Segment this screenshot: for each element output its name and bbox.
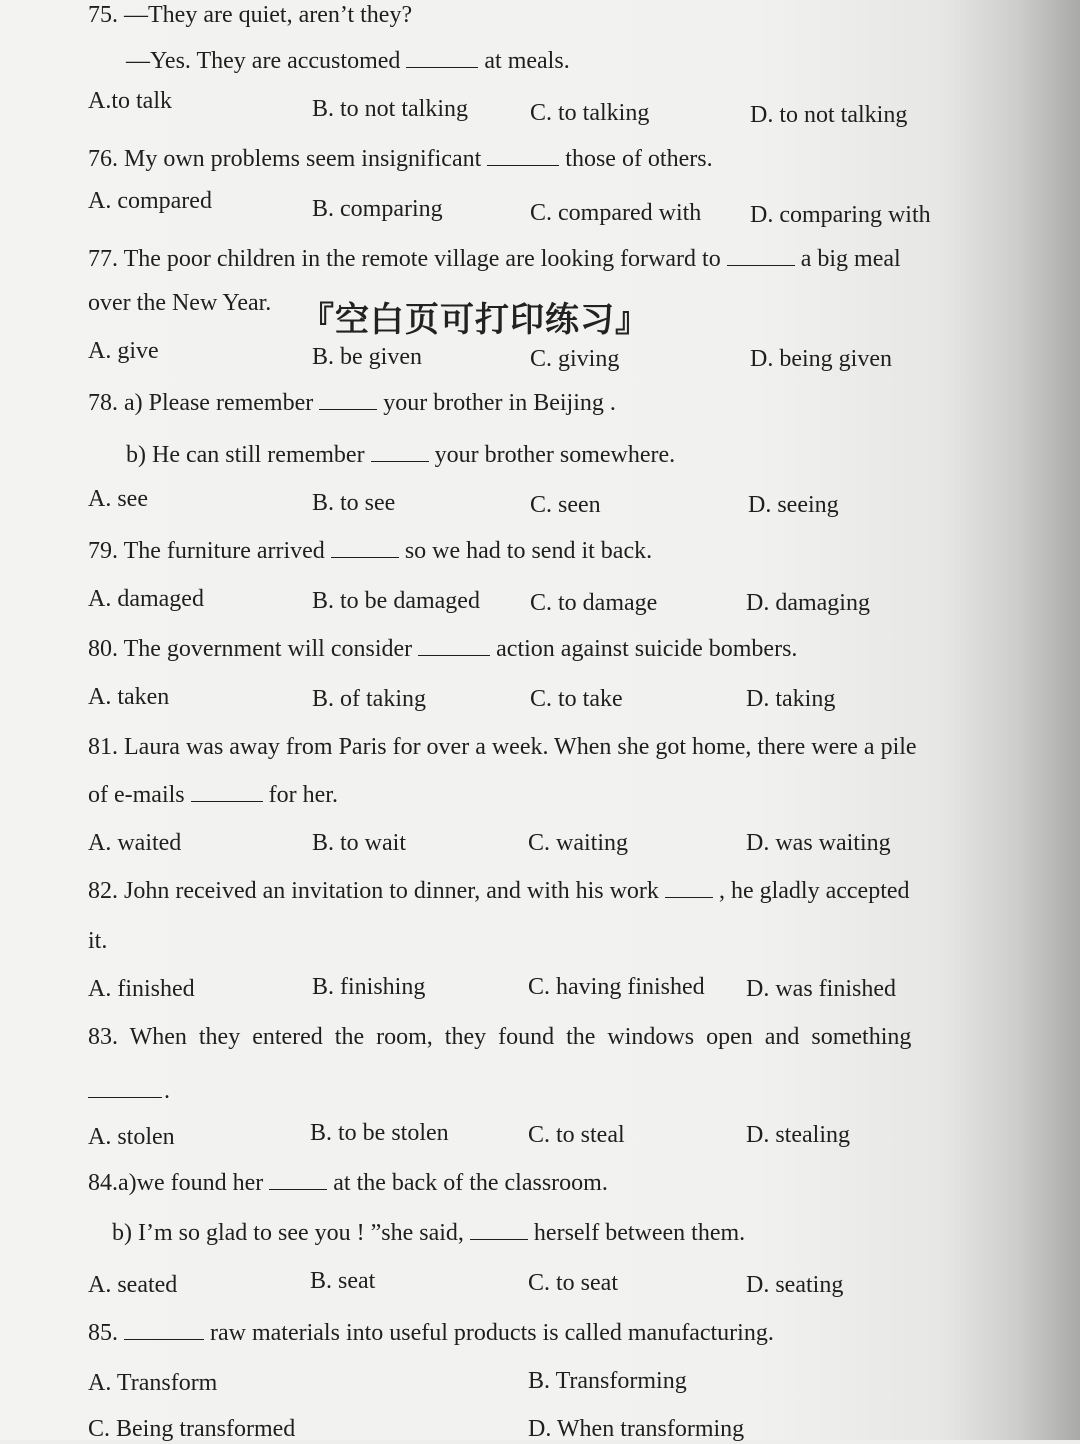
answer-blank [487, 145, 559, 166]
q85-option-b: B. Transforming [528, 1368, 687, 1394]
q77-stem-line-2: over the New Year. [88, 290, 272, 316]
q78-stem-b: b) He can still remember your brother somewhere. [126, 442, 676, 468]
q80-option-c: C. to take [530, 686, 623, 712]
q78-option-c: C. seen [530, 492, 601, 518]
answer-blank [418, 635, 490, 656]
q82-option-a: A. finished [88, 976, 195, 1002]
answer-blank [406, 47, 478, 68]
q77-option-b: B. be given [312, 344, 422, 370]
q84-stem-a: 84.a)we found her at the back of the classroom. [88, 1170, 608, 1196]
answer-blank [470, 1219, 528, 1240]
q85-option-c: C. Being transformed [88, 1416, 296, 1442]
q77-stem-line-1: 77. The poor children in the remote village are looking forward to a big meal [88, 246, 901, 272]
q78-option-d: D. seeing [748, 492, 839, 518]
answer-blank [88, 1077, 162, 1098]
q78-option-a: A. see [88, 486, 148, 512]
q79-option-b: B. to be damaged [312, 588, 480, 614]
q76-option-a: A. compared [88, 188, 212, 214]
q83-option-d: D. stealing [746, 1122, 850, 1148]
q82-option-b: B. finishing [312, 974, 426, 1000]
q78-option-b: B. to see [312, 490, 396, 516]
q77-option-d: D. being given [750, 346, 892, 372]
q84-option-b: B. seat [310, 1268, 376, 1294]
q82-stem-line-2: it. [88, 928, 108, 954]
q84-option-a: A. seated [88, 1272, 178, 1298]
answer-blank [191, 781, 263, 802]
q83-option-a: A. stolen [88, 1124, 175, 1150]
q80-option-a: A. taken [88, 684, 170, 710]
q75-option-d: D. to not talking [750, 102, 908, 128]
q80-stem: 80. The government will consider action against suicide bombers. [88, 636, 798, 662]
q80-option-d: D. taking [746, 686, 836, 712]
q84-option-d: D. seating [746, 1272, 844, 1298]
q82-option-c: C. having finished [528, 974, 705, 1000]
q81-option-d: D. was waiting [746, 830, 891, 856]
q75-option-c: C. to talking [530, 100, 650, 126]
q79-option-a: A. damaged [88, 586, 204, 612]
q83-stem-line-1: 83. When they entered the room, they found the windows open and something [88, 1024, 912, 1050]
q82-stem-line-1: 82. John received an invitation to dinner, and with his work , he gladly accepted [88, 878, 910, 904]
q81-stem-line-2: of e-mails for her. [88, 782, 338, 808]
answer-blank [269, 1169, 327, 1190]
q75-option-b: B. to not talking [312, 96, 468, 122]
q84-option-c: C. to seat [528, 1270, 618, 1296]
q80-option-b: B. of taking [312, 686, 426, 712]
answer-blank [665, 877, 713, 898]
page-edge-shadow [940, 0, 1080, 1440]
q79-option-d: D. damaging [746, 590, 870, 616]
answer-blank [727, 245, 795, 266]
q81-stem-line-1: 81. Laura was away from Paris for over a week. When she got home, there were a pile [88, 734, 917, 760]
q77-option-c: C. giving [530, 346, 620, 372]
q82-option-d: D. was finished [746, 976, 896, 1002]
q76-option-c: C. compared with [530, 200, 702, 226]
answer-blank [371, 441, 429, 462]
q76-stem: 76. My own problems seem insignificant those of others. [88, 146, 713, 172]
q79-stem: 79. The furniture arrived so we had to send it back. [88, 538, 653, 564]
q75-option-a: A.to talk [88, 88, 172, 114]
q79-option-c: C. to damage [530, 590, 658, 616]
q83-stem-line-2: . [88, 1076, 170, 1106]
q81-option-b: B. to wait [312, 830, 406, 856]
answer-blank [331, 537, 399, 558]
q77-option-a: A. give [88, 338, 159, 364]
q81-option-c: C. waiting [528, 830, 628, 856]
q84-stem-b: b) I’m so glad to see you ! ”she said, herself between them. [112, 1220, 746, 1246]
q85-option-d: D. When transforming [528, 1416, 745, 1442]
q81-option-a: A. waited [88, 830, 182, 856]
q76-option-d: D. comparing with [750, 202, 931, 228]
answer-blank [124, 1319, 204, 1340]
q85-option-a: A. Transform [88, 1370, 218, 1396]
q83-option-c: C. to steal [528, 1122, 625, 1148]
q78-stem-a: 78. a) Please remember your brother in Beijing . [88, 390, 616, 416]
printable-practice-banner: 『空白页可打印练习』 [300, 300, 650, 340]
q75-stem-line-1: 75. —They are quiet, aren’t they? [88, 2, 413, 28]
answer-blank [319, 389, 377, 410]
q85-stem: 85. raw materials into useful products is called manufacturing. [88, 1320, 774, 1346]
q76-option-b: B. comparing [312, 196, 443, 222]
q75-stem-line-2: —Yes. They are accustomed at meals. [126, 48, 570, 74]
q83-option-b: B. to be stolen [310, 1120, 449, 1146]
